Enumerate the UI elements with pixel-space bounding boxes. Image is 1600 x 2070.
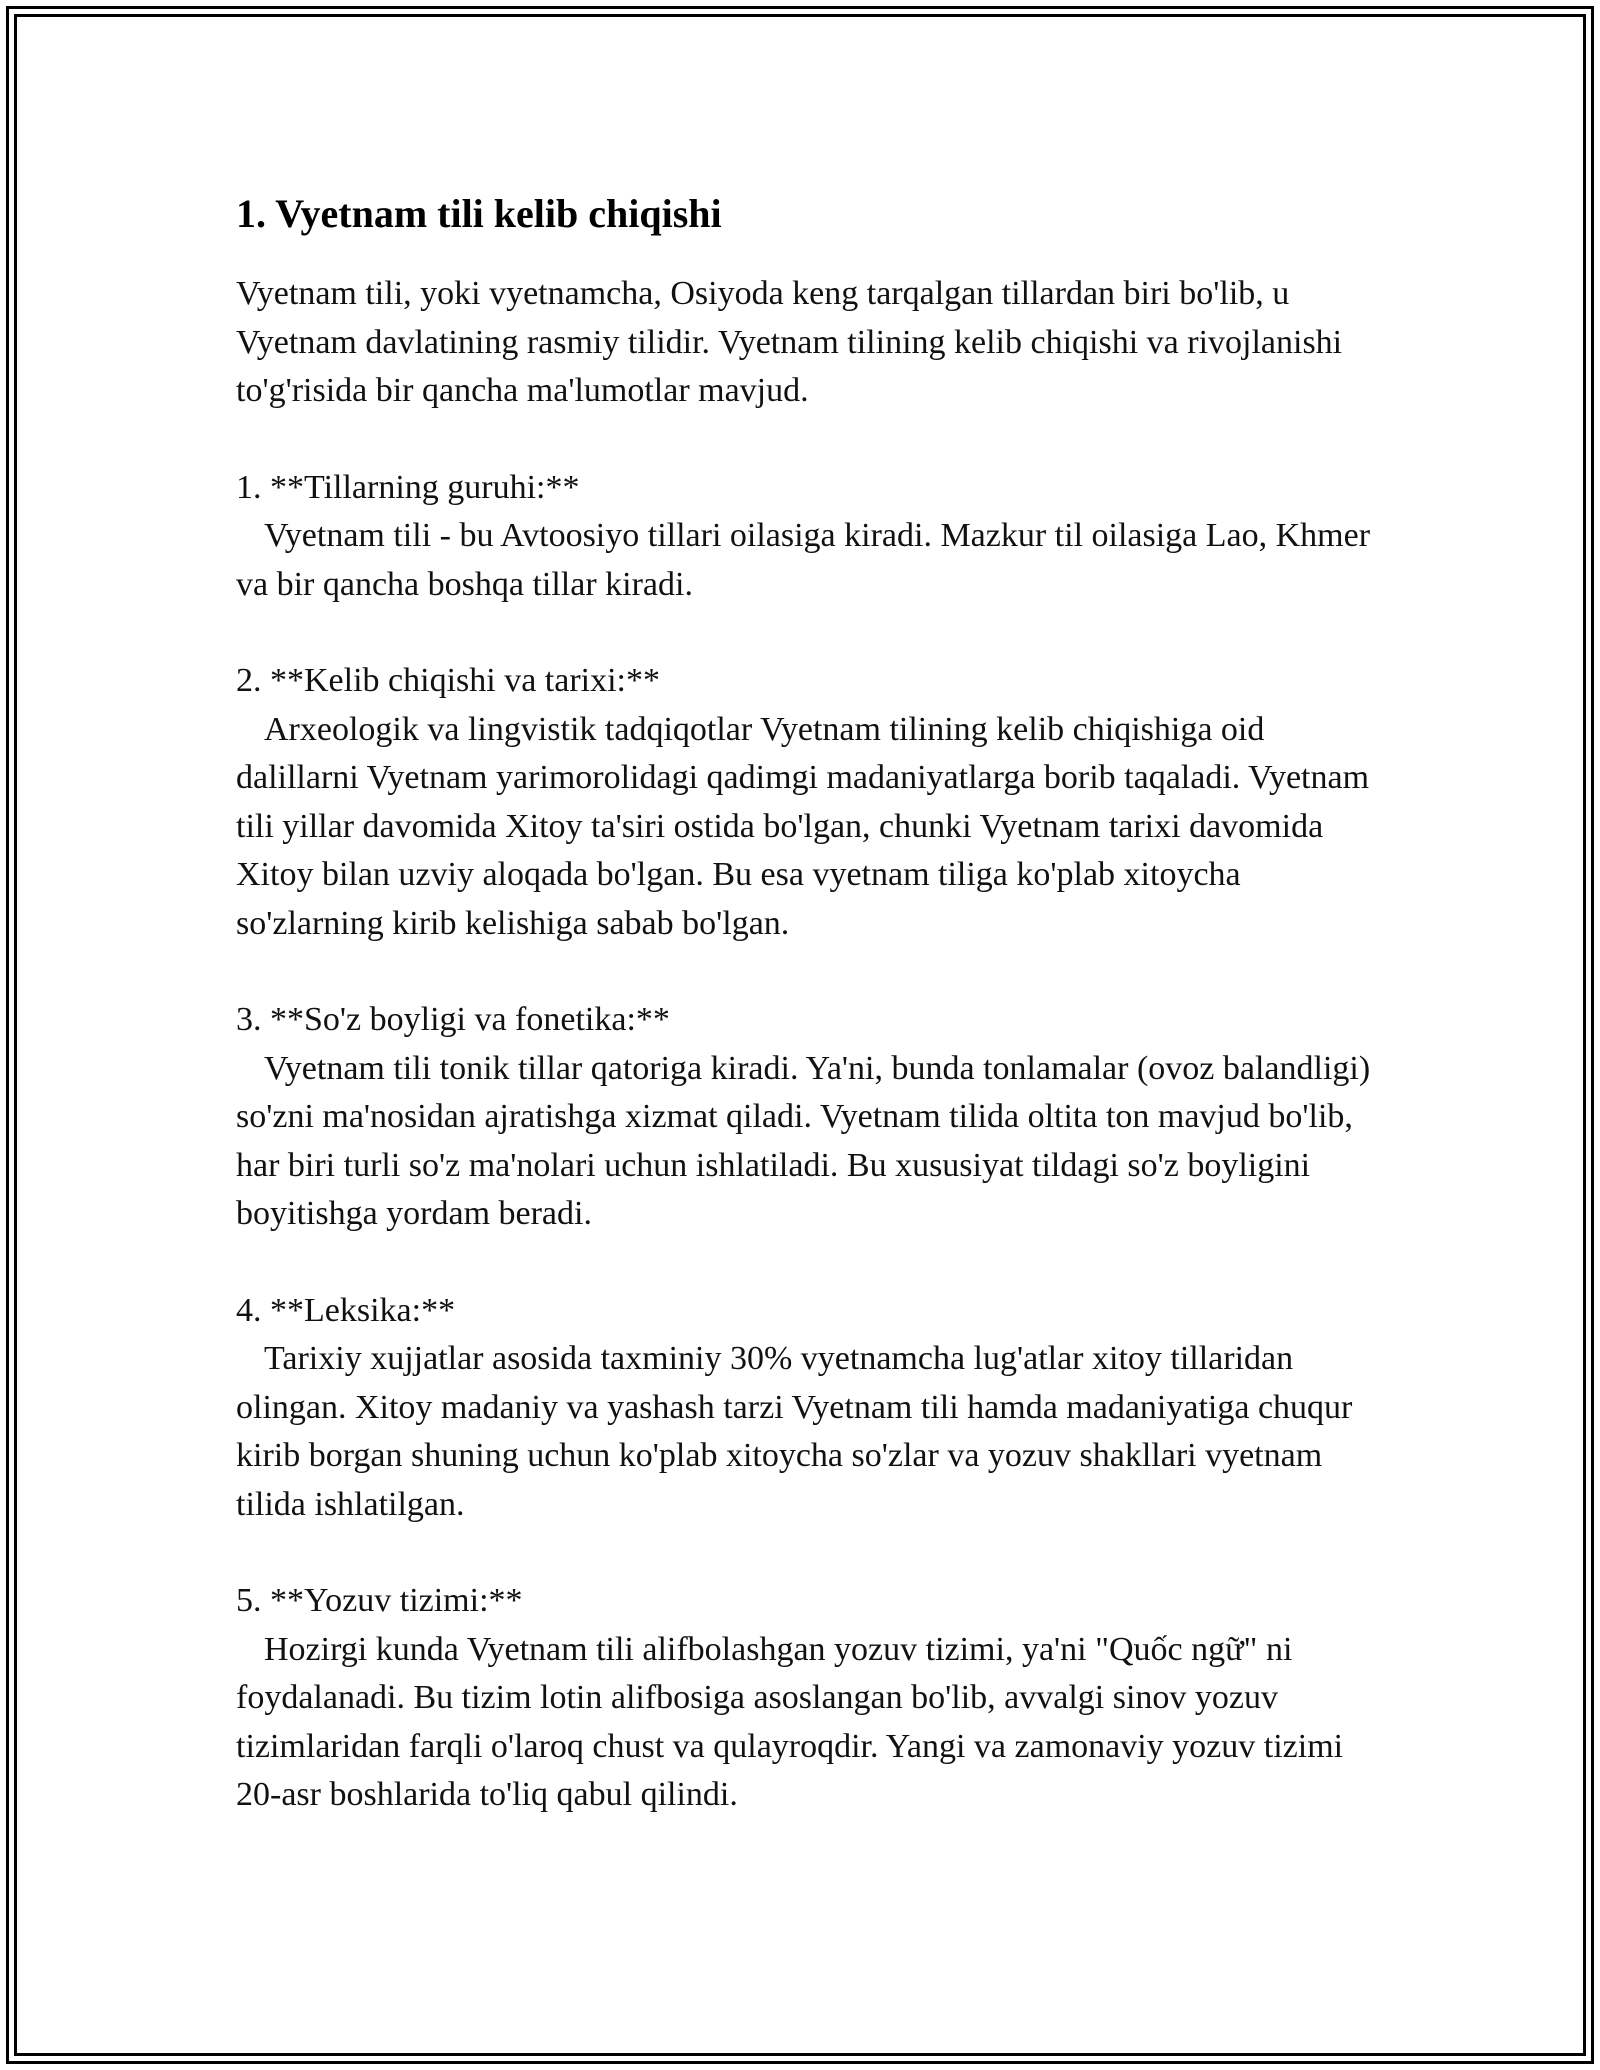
section-vocabulary-phonetics: [236, 996, 1376, 1239]
intro-paragraph: Vyetnam tili, yoki vyetnamcha, Osiyoda keng tarqalgan tillardan biri bo'lib, u Vyetnam davlatining rasmiy tilidir. Vyetnam tilining kelib chiqishi va rivojlanishi to'g'risida bir qancha ma'lumotlar mavjud.: [236, 275, 1343, 409]
section-heading: 1. **Tillarning guruhi:**: [236, 468, 580, 506]
section-writing-system: [236, 1577, 1376, 1820]
section-heading: 3. **So'z boyligi va fonetika:**: [236, 1001, 670, 1038]
section-body: Arxeologik va lingvistik tadqiqotlar Vyetnam tilining kelib chiqishiga oid dalillarni Vyetnam yarimorolidagi qadimgi madaniyatlarga borib taqaladi. Vyetnam tili yillar davomida Xitoy ta'siri ostida bo'lgan, chunki Vyetnam tarixi davomida Xitoy bilan uzviy aloqada bo'lgan. Bu esa vyetnam tiliga ko'plab xitoycha so'zlarning kirib kelishiga sabab bo'lgan.: [236, 710, 1370, 942]
section-heading: 4. **Leksika:**: [236, 1291, 456, 1329]
section-body: Hozirgi kunda Vyetnam tili alifbolashgan yozuv tizimi, ya'ni "Quốc ngữ" ni foydalanadi. Bu tizim lotin alifbosiga asoslangan bo'lib, avvalgi sinov yozuv tizimlaridan farqli o'laroq chust va qulayroqdir. Yangi va zamonaviy yozuv tizimi 20-asr boshlarida to'liq qabul qilindi.: [236, 1630, 1344, 1813]
section-lexicon: [236, 1287, 1376, 1530]
section-body: Tarixiy xujjatlar asosida taxminiy 30% vyetnamcha lug'atlar xitoy tillaridan olingan. Xitoy madaniy va yashash tarzi Vyetnam tili hamda madaniyatiga chuqur kirib borgan shuning uchun ko'plab xitoycha so'zlar va yozuv shakllari vyetnam tilida ishlatilgan.: [236, 1340, 1353, 1523]
section-origin-history: [236, 657, 1376, 948]
section-body: Vyetnam tili - bu Avtoosiyo tillari oilasiga kiradi. Mazkur til oilasiga Lao, Khmer va bir qancha boshqa tillar kiradi.: [236, 517, 1371, 603]
section-language-group: [236, 464, 1376, 610]
section-heading: 2. **Kelib chiqishi va tarixi:**: [236, 662, 660, 699]
section-body: Vyetnam tili tonik tillar qatoriga kiradi. Ya'ni, bunda tonlamalar (ovoz balandligi) so'zni ma'nosidan ajratishga xizmat qiladi. Vyetnam tilida oltita ton mavjud bo'lib, har biri turli so'z ma'nolari uchun ishlatiladi. Bu xususiyat tildagi so'z boyligini boyitishga yordam beradi.: [236, 1049, 1371, 1232]
document-body: [236, 184, 1376, 1868]
document-title: 1. Vyetnam tili kelib chiqishi: [236, 191, 722, 236]
section-heading: 5. **Yozuv tizimi:**: [236, 1582, 523, 1619]
